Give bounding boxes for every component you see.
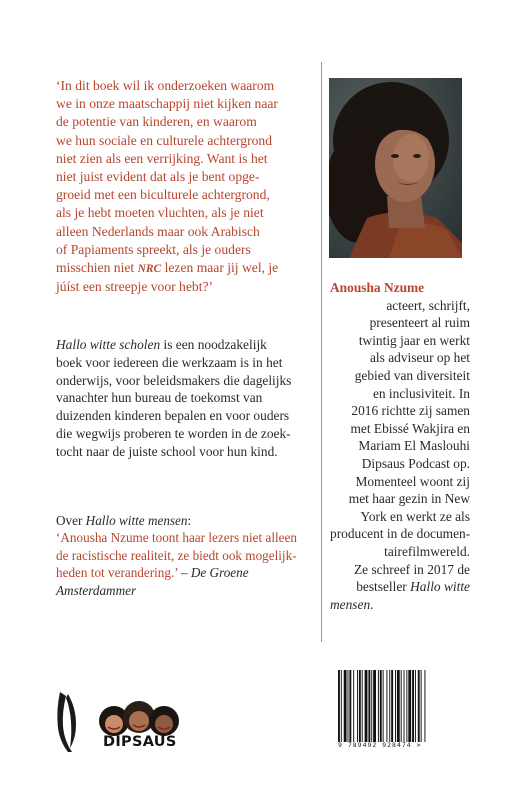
barcode-bar <box>404 670 405 742</box>
barcode-bar <box>401 670 402 742</box>
barcode-bar <box>359 670 361 742</box>
bio-line: 2016 richtte zij samen <box>351 403 470 419</box>
quote-line: de potentie van kinderen, en waarom <box>56 114 257 130</box>
review-source: Amsterdammer <box>56 582 137 598</box>
bio-line: Momenteel woont zij <box>355 473 470 489</box>
bio-line: met haar gezin in New <box>348 491 470 507</box>
barcode-bar <box>406 670 407 742</box>
bio-line: Dipsaus Podcast op. <box>361 455 470 471</box>
column-divider <box>321 62 322 642</box>
description-line: boek voor iedereen die werkzaam is in het <box>56 354 283 370</box>
barcode-bar <box>418 670 420 742</box>
author-bio <box>330 279 470 613</box>
quote-text: misschien niet <box>56 260 138 276</box>
bio-line: producent in de documen- <box>330 526 471 542</box>
previous-book-title: Hallo witte mensen <box>85 513 188 528</box>
review-line <box>56 564 321 581</box>
barcode-bar <box>373 670 376 742</box>
quote-line: we in onze maatschappij niet kijken naar <box>56 96 278 112</box>
review-heading-prefix: Over <box>56 513 86 528</box>
isbn-number: 9 789492 928474 > <box>338 741 422 749</box>
barcode-bar <box>344 670 347 742</box>
review-source: De Groene <box>190 565 249 581</box>
description-line: vanachter hun bureau de toekomst van <box>56 390 263 406</box>
barcode-bar <box>380 670 382 742</box>
barcode-bar <box>378 670 379 742</box>
barcode-bar <box>368 670 370 742</box>
book-description <box>56 336 321 461</box>
barcode-bar <box>421 670 422 742</box>
bio-text: . <box>370 596 374 612</box>
bio-line: acteert, schrijft, <box>386 297 470 313</box>
description-line: tocht naar de juiste school voor hun kind. <box>56 443 278 459</box>
nrc-title: NRC <box>137 263 162 276</box>
quote-line: ‘In dit boek wil ik onderzoeken waarom <box>56 78 275 93</box>
bio-line <box>330 578 470 596</box>
publisher-pen-logo <box>54 690 80 754</box>
barcode-bar <box>353 670 354 742</box>
author-name: Anousha Nzume <box>330 280 425 295</box>
bio-line: tairefilmwereld. <box>384 543 470 559</box>
bestseller-title: mensen <box>330 596 371 612</box>
quote-line: alleen Nederlands maar ook Arabisch <box>56 223 260 239</box>
bio-line: en inclusiviteit. In <box>372 385 470 401</box>
barcode-bar <box>389 670 390 742</box>
barcode-bar <box>338 670 340 742</box>
quote-line: als je hebt moeten vluchten, als je niet <box>56 205 264 221</box>
bio-line: als adviseur op het <box>369 350 470 366</box>
dipsaus-label: DIPSAUS <box>103 734 177 750</box>
review-heading-suffix: : <box>187 513 192 528</box>
barcode-bar <box>362 670 363 742</box>
review-text: heden tot verandering.’ <box>56 565 178 581</box>
description-line <box>56 336 321 354</box>
quote-line: we hun sociale en culturele achtergrond <box>56 132 273 148</box>
barcode-bar <box>412 670 414 742</box>
author-photo <box>329 78 462 258</box>
bio-line: Ze schreef in 2017 de <box>353 561 470 577</box>
barcode-bar <box>365 670 368 742</box>
barcode-bar <box>341 670 342 742</box>
isbn-barcode <box>336 664 456 752</box>
barcode-bar <box>415 670 416 742</box>
review-block <box>56 512 321 599</box>
barcode-bar <box>424 670 425 742</box>
barcode-bar <box>349 670 351 742</box>
description-text: is een noodzakelijk <box>160 337 267 352</box>
bio-line: York en werkt ze als <box>360 508 470 524</box>
quote-text: lezen maar jij wel, je <box>161 260 279 276</box>
quote-line: niet juist evident dat als je bent opge- <box>56 169 260 185</box>
barcode-bar <box>371 670 372 742</box>
quote-line: niet zien als een verrijking. Want is het <box>56 150 268 166</box>
review-line: de racistische realiteit, ze biedt ook mogelijk- <box>56 547 297 563</box>
review-line <box>56 582 321 599</box>
quote-line <box>56 259 321 278</box>
description-line: die wegwijs proberen te worden in de zoek- <box>56 425 291 441</box>
bio-line: Mariam El Maslouhi <box>358 438 470 454</box>
bio-line: twintig jaar en werkt <box>358 332 470 348</box>
barcode-bar <box>391 670 393 742</box>
bio-text: bestseller <box>356 579 411 595</box>
bio-line <box>330 596 470 614</box>
review-line: ‘Anousha Nzume toont haar lezers niet alleen <box>56 530 297 546</box>
back-cover-quote <box>56 77 321 296</box>
barcode-bar <box>397 670 400 742</box>
barcode-bar <box>357 670 358 742</box>
book-title: Hallo witte scholen <box>56 337 161 352</box>
review-dash: – <box>177 565 191 581</box>
quote-line: júíst een streepje voor hebt?’ <box>56 279 214 295</box>
bestseller-title: Hallo witte <box>410 579 470 595</box>
bio-line: presenteert al ruim <box>369 315 470 331</box>
quote-line: of Papiaments spreekt, als je ouders <box>56 241 251 257</box>
barcode-bar <box>348 670 349 742</box>
barcode-bar <box>386 670 387 742</box>
description-line: onderwijs, voor beleidsmakers die dagelijks <box>56 372 292 388</box>
review-heading <box>56 512 321 529</box>
description-line: duizenden kinderen bepalen en voor ouders <box>56 408 290 424</box>
author-portrait-image <box>329 78 462 258</box>
barcode-bar <box>408 670 411 742</box>
quote-line: groeid met een biculturele achtergrond, <box>56 187 270 203</box>
barcode-bar <box>383 670 384 742</box>
bio-line: gebied van diversiteit <box>354 367 470 383</box>
bio-line: met Ebissé Wakjira en <box>350 420 470 436</box>
barcode-bar <box>395 670 396 742</box>
